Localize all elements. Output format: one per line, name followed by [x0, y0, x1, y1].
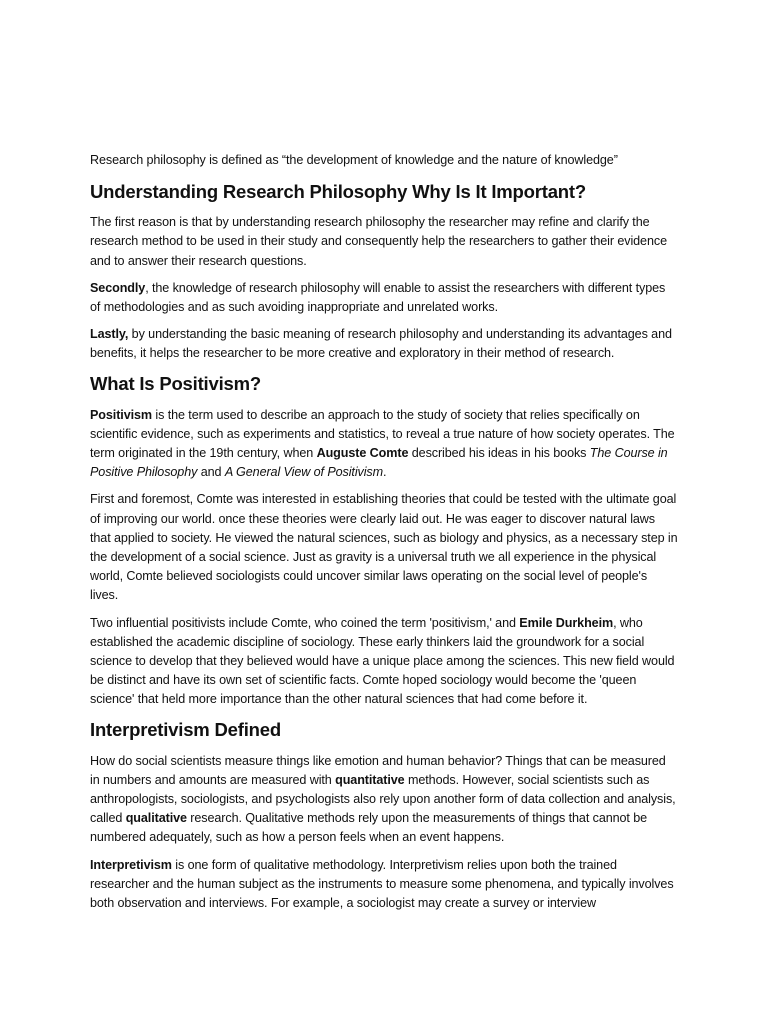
text-positivism-3: and: [197, 465, 225, 480]
text-secondly: , the knowledge of research philosophy will enable to assist the researchers with different types of methodologies and as such avoiding inappropriate and unrelated works.: [90, 280, 666, 315]
paragraph-lastly: [90, 325, 678, 363]
paragraph-influential-positivists: [90, 614, 678, 710]
heading-positivism: What Is Positivism?: [90, 372, 261, 394]
heading-research-philosophy: Understanding Research Philosophy Why Is It Important?: [90, 181, 586, 203]
paragraph-comte-theories: First and foremost, Comte was interested in establishing theories that could be tested with the ultimate goal of improving our world. once these theories were clearly laid out. He was eager to discover natural laws that applied to society. He viewed the natural sciences, such as biology and physics, as a necessary step in the development of a social science. Just as gravity is a universal truth we all experience in the physical world, Comte believed sociologists could uncover similar laws operating on the social level of people's lives.: [90, 492, 678, 603]
bold-interpretivism: Interpretivism: [90, 857, 172, 872]
text-positivism-1: is the term used to describe an approach to the study of society that relies specifically on scientific evidence, such as experiments and statistics, to reveal a true nature of how society operates. The term originated in the 19th century, when: [90, 407, 675, 461]
text-measure-1: How do social scientists measure things like emotion and human behavior? Things that can be measured in numbers and amounts are measured with: [90, 753, 666, 787]
bold-emile-durkheim: Emile Durkheim: [519, 615, 614, 630]
bold-auguste-comte: Auguste Comte: [316, 446, 409, 461]
bold-secondly: Secondly: [90, 280, 146, 295]
paragraph-first-reason: The first reason is that by understanding research philosophy the researcher may refine and clarify the research method to be used in their study and consequently help the researchers to gather their evidence and to answer their research questions.: [90, 215, 667, 268]
text-positivists-1: Two influential positivists include Comte, who coined the term 'positivism,' and: [90, 615, 520, 630]
paragraph-interpretivism: [90, 856, 678, 914]
paragraph-positivism-definition: [90, 406, 678, 483]
bold-qualitative: qualitative: [125, 811, 187, 826]
bold-positivism: Positivism: [90, 407, 152, 422]
italic-book-2: A General View of Positivism: [224, 465, 384, 480]
text-lastly: by understanding the basic meaning of research philosophy and understanding its advantages and benefits, it helps the researcher to be more creative and exploratory in their method of research.: [90, 327, 672, 361]
text-positivism-2: described his ideas in his books: [408, 446, 590, 461]
paragraph-secondly: [90, 279, 678, 317]
italic-book-1: The Course in Positive Philosophy: [90, 446, 668, 480]
heading-interpretivism: Interpretivism Defined: [90, 718, 281, 740]
paragraph-measurement: [90, 752, 678, 848]
text-positivism-4: .: [383, 465, 387, 480]
text-interpretivism: is one form of qualitative methodology. Interpretivism relies upon both the trained researcher and the human subject as the instruments to measure some phenomena, and typically involves both observation and interviews. For example, a sociologist may create a survey or interview: [90, 857, 674, 911]
bold-lastly: Lastly,: [90, 327, 129, 342]
text-measure-2: methods. However, social scientists such as anthropologists, sociologists, and psychologists also rely upon another form of data collection and analysis, called: [90, 772, 676, 826]
text-positivists-2: , who established the academic discipline of sociology. These early thinkers laid the groundwork for a social science to develop that they believed would have a unique place among the sciences. This new field would be distinct and have its own set of scientific facts. Comte hoped sociology would become the 'queen science' that held more importance than the other natural sciences that had come before it.: [90, 615, 675, 707]
bold-quantitative: quantitative: [335, 772, 405, 787]
intro-paragraph: Research philosophy is defined as “the development of knowledge and the nature of knowledge”: [90, 153, 618, 167]
text-measure-3: research. Qualitative methods rely upon the measurements of things that cannot be numbered adequately, such as how a person feels when an event happens.: [90, 811, 648, 845]
